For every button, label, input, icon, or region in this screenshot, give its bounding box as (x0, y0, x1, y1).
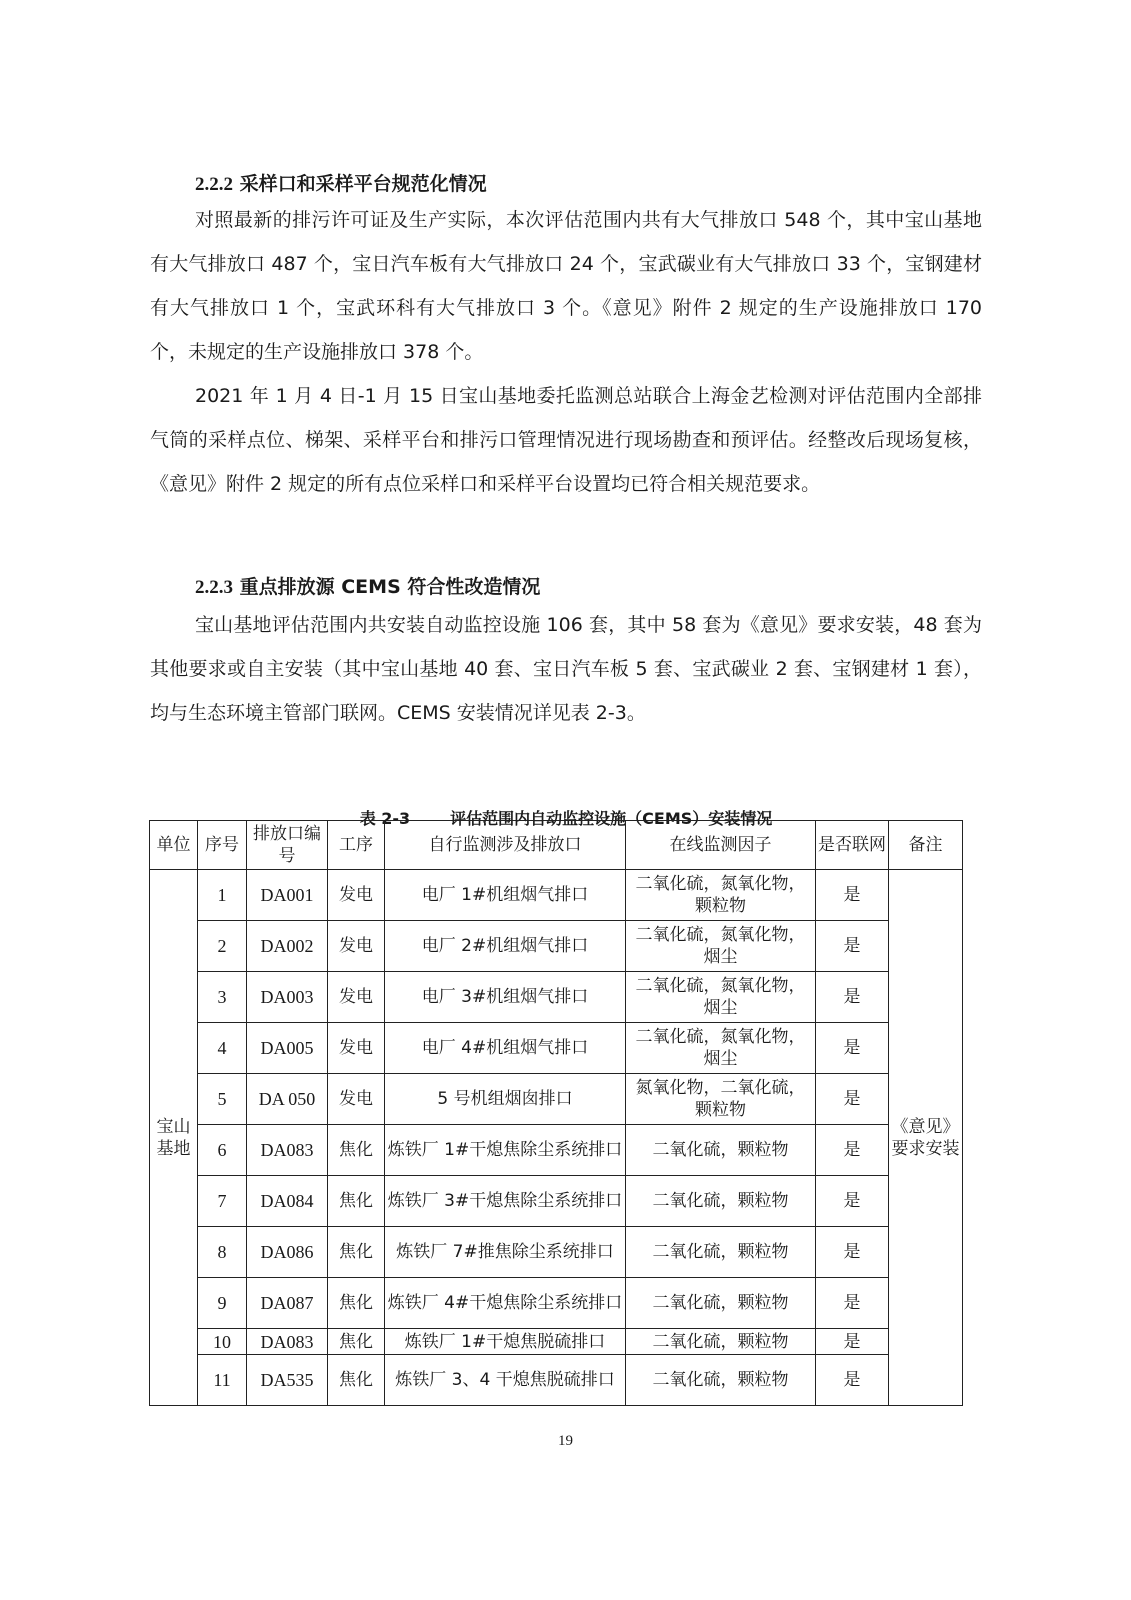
networked-cell: 是 (816, 1074, 889, 1125)
page-number: 19 (558, 1433, 573, 1449)
process-cell: 发电 (328, 1023, 385, 1074)
seq-cell: 6 (198, 1125, 247, 1176)
outlet-cell: 炼铁厂 4#干熄焦除尘系统排口 (385, 1278, 626, 1329)
seq-cell: 1 (198, 870, 247, 921)
table-row (150, 1023, 963, 1074)
factors-cell: 二氧化硫，颗粒物 (626, 1227, 816, 1278)
networked-cell: 是 (816, 1125, 889, 1176)
process-cell: 焦化 (328, 1329, 385, 1355)
factors-cell: 二氧化硫，氮氧化物，颗粒物 (626, 870, 816, 921)
seq-cell: 3 (198, 972, 247, 1023)
networked-cell: 是 (816, 1227, 889, 1278)
process-cell: 发电 (328, 870, 385, 921)
outlet-cell: 电厂 1#机组烟气排口 (385, 870, 626, 921)
factors-cell: 二氧化硫，氮氧化物，烟尘 (626, 921, 816, 972)
table-row (150, 1074, 963, 1125)
networked-cell: 是 (816, 921, 889, 972)
process-cell: 发电 (328, 972, 385, 1023)
header-factors: 在线监测因子 (626, 821, 816, 870)
header-outlet: 自行监测涉及排放口 (385, 821, 626, 870)
process-cell: 焦化 (328, 1278, 385, 1329)
process-cell: 焦化 (328, 1176, 385, 1227)
code-cell: DA003 (247, 972, 328, 1023)
outlet-cell: 炼铁厂 7#推焦除尘系统排口 (385, 1227, 626, 1278)
table-caption-title: 评估范围内自动监控设施（CEMS）安装情况 (450, 809, 773, 828)
paragraph: 2021 年 1 月 4 日-1 月 15 日宝山基地委托监测总站联合上海金艺检测对评估范围内全部排气筒的采样点位、梯架、采样平台和排污口管理情况进行现场勘查和预评估。经整改后现场复核，《意见》附件 2 规定的所有点位采样口和采样平台设置均已符合相关规范要求。 (150, 385, 982, 495)
outlet-cell: 炼铁厂 1#干熄焦除尘系统排口 (385, 1125, 626, 1176)
code-cell: DA 050 (247, 1074, 328, 1125)
paragraph: 宝山基地评估范围内共安装自动监控设施 106 套，其中 58 套为《意见》要求安装，48 套为其他要求或自主安装（其中宝山基地 40 套、宝日汽车板 5 套、宝武碳业 2 套、宝钢建材 1 套），均与生态环境主管部门联网。CEMS 安装情况详见表 2-3。 (150, 614, 982, 724)
code-cell: DA087 (247, 1278, 328, 1329)
header-unit: 单位 (150, 821, 198, 870)
code-cell: DA083 (247, 1125, 328, 1176)
process-cell: 焦化 (328, 1355, 385, 1406)
table-row (150, 1329, 963, 1355)
seq-cell: 7 (198, 1176, 247, 1227)
section-title: 采样口和采样平台规范化情况 (239, 173, 487, 195)
networked-cell: 是 (816, 1176, 889, 1227)
process-cell: 发电 (328, 1074, 385, 1125)
section-number: 2.2.2 (195, 174, 233, 195)
table-caption-label: 表 2-3 (359, 809, 411, 828)
seq-cell: 8 (198, 1227, 247, 1278)
seq-cell: 5 (198, 1074, 247, 1125)
table-row (150, 921, 963, 972)
networked-cell: 是 (816, 1329, 889, 1355)
outlet-cell: 5 号机组烟囱排口 (385, 1074, 626, 1125)
factors-cell: 二氧化硫，氮氧化物，烟尘 (626, 1023, 816, 1074)
factors-cell: 二氧化硫，颗粒物 (626, 1355, 816, 1406)
factors-cell: 二氧化硫，氮氧化物，烟尘 (626, 972, 816, 1023)
paragraph: 对照最新的排污许可证及生产实际，本次评估范围内共有大气排放口 548 个，其中宝山基地有大气排放口 487 个，宝日汽车板有大气排放口 24 个，宝武碳业有大气排放口 33 个，宝钢建材有大气排放口 1 个，宝武环科有大气排放口 3 个。《意见》附件 2 规定的生产设施排放口 170 个，未规定的生产设施排放口 378 个。 (150, 209, 982, 363)
networked-cell: 是 (816, 870, 889, 921)
header-networked: 是否联网 (816, 821, 889, 870)
table-header-row (150, 821, 963, 870)
table-row (150, 1227, 963, 1278)
outlet-cell: 电厂 2#机组烟气排口 (385, 921, 626, 972)
seq-cell: 2 (198, 921, 247, 972)
seq-cell: 11 (198, 1355, 247, 1406)
table-row (150, 1355, 963, 1406)
section-number: 2.2.3 (195, 577, 233, 598)
outlet-cell: 炼铁厂 3、4 干熄焦脱硫排口 (385, 1355, 626, 1406)
factors-cell: 二氧化硫，颗粒物 (626, 1329, 816, 1355)
factors-cell: 二氧化硫，颗粒物 (626, 1125, 816, 1176)
outlet-cell: 电厂 3#机组烟气排口 (385, 972, 626, 1023)
header-process: 工序 (328, 821, 385, 870)
factors-cell: 二氧化硫，颗粒物 (626, 1176, 816, 1227)
table-row (150, 1125, 963, 1176)
outlet-cell: 电厂 4#机组烟气排口 (385, 1023, 626, 1074)
unit-cell: 宝山基地 (150, 870, 198, 1406)
header-seq: 序号 (198, 821, 247, 870)
process-cell: 发电 (328, 921, 385, 972)
table-row (150, 972, 963, 1023)
outlet-cell: 炼铁厂 3#干熄焦除尘系统排口 (385, 1176, 626, 1227)
seq-cell: 9 (198, 1278, 247, 1329)
networked-cell: 是 (816, 1023, 889, 1074)
seq-cell: 10 (198, 1329, 247, 1355)
outlet-cell: 炼铁厂 1#干熄焦脱硫排口 (385, 1329, 626, 1355)
code-cell: DA084 (247, 1176, 328, 1227)
section-title: 重点排放源 CEMS 符合性改造情况 (239, 576, 541, 598)
section-heading-2-2-2 (195, 169, 487, 196)
networked-cell: 是 (816, 1355, 889, 1406)
cems-table (149, 820, 963, 1406)
remark-cell: 《意见》要求安装 (889, 870, 963, 1406)
table-row (150, 1278, 963, 1329)
header-code: 排放口编号 (247, 821, 328, 870)
code-cell: DA005 (247, 1023, 328, 1074)
table-row (150, 870, 963, 921)
section-heading-2-2-3 (195, 572, 540, 599)
code-cell: DA002 (247, 921, 328, 972)
code-cell: DA001 (247, 870, 328, 921)
code-cell: DA535 (247, 1355, 328, 1406)
process-cell: 焦化 (328, 1125, 385, 1176)
seq-cell: 4 (198, 1023, 247, 1074)
factors-cell: 二氧化硫，颗粒物 (626, 1278, 816, 1329)
networked-cell: 是 (816, 972, 889, 1023)
factors-cell: 氮氧化物，二氧化硫，颗粒物 (626, 1074, 816, 1125)
code-cell: DA083 (247, 1329, 328, 1355)
networked-cell: 是 (816, 1278, 889, 1329)
code-cell: DA086 (247, 1227, 328, 1278)
header-remark: 备注 (889, 821, 963, 870)
table-row (150, 1176, 963, 1227)
process-cell: 焦化 (328, 1227, 385, 1278)
